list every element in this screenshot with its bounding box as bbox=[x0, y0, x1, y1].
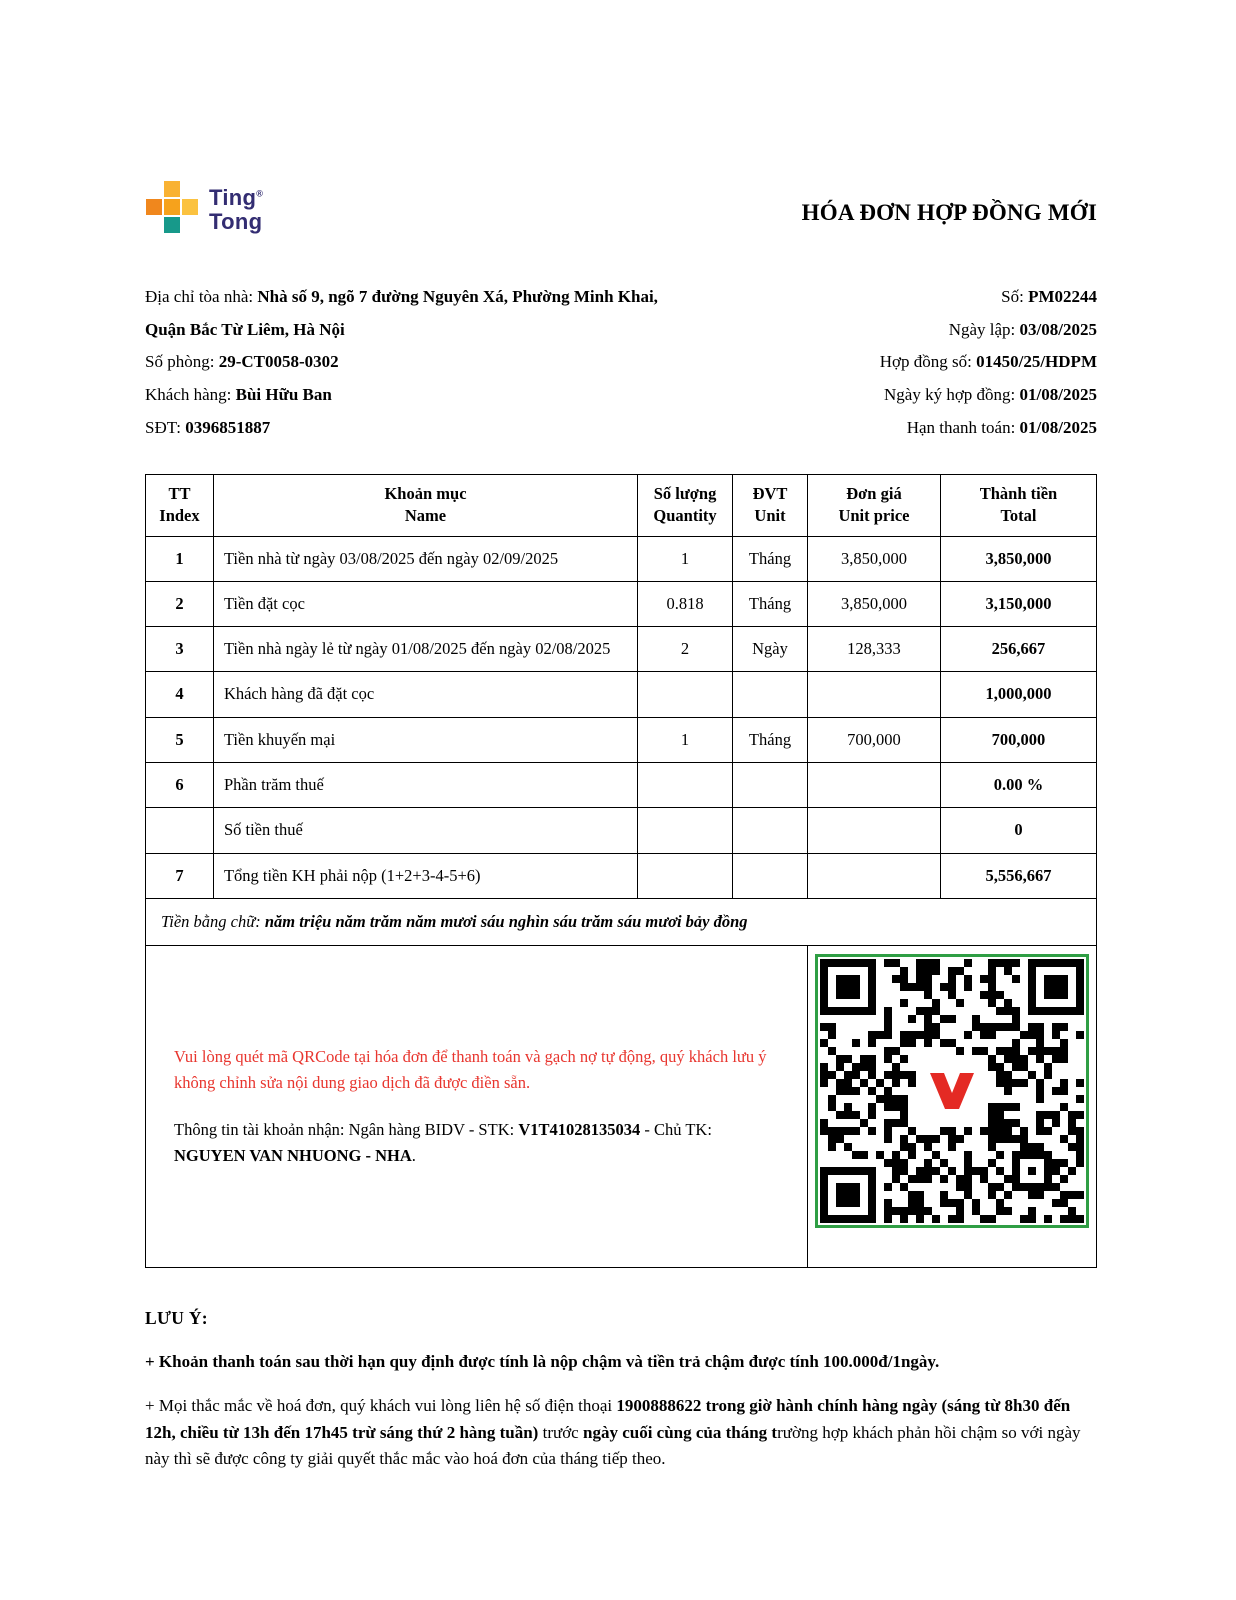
cell-total: 1,000,000 bbox=[940, 672, 1096, 717]
cell-unit bbox=[733, 762, 808, 807]
table-row bbox=[146, 627, 1097, 672]
table-row bbox=[146, 762, 1097, 807]
cell-total: 256,667 bbox=[940, 627, 1096, 672]
invoice-info bbox=[145, 281, 1097, 444]
late-payment-note: + Khoản thanh toán sau thời hạn quy định được tính là nộp chậm và tiền trả chậm được tính 100.000đ/1ngày. bbox=[145, 1352, 940, 1372]
invoice-meta bbox=[880, 281, 1097, 444]
cell-unit-price bbox=[807, 853, 940, 898]
cell-unit bbox=[733, 853, 808, 898]
bank-account-info: Thông tin tài khoản nhận: Ngân hàng BIDV - STK: V1T41028135034 - Chủ TK: NGUYEN VAN NHUONG - NHA. bbox=[174, 1119, 712, 1165]
cell-total: 5,556,667 bbox=[940, 853, 1096, 898]
col-header-quantity: Số lượng Quantity bbox=[638, 475, 733, 537]
support-note: + Mọi thắc mắc về hoá đơn, quý khách vui lòng liên hệ số điện thoại 1900888622 trong giờ hành chính hàng ngày (sáng từ 8h30 đến 12h, chiều từ 13h đến 17h45 trừ sáng thứ 2 hàng tuần) trước ngày cuối cùng của tháng trường hợp khách phản hồi chậm so với ngày này thì sẽ được công ty giải quyết thắc mắc vào hoá đơn của tháng tiếp theo. bbox=[145, 1396, 1081, 1469]
cell-name: Phần trăm thuế bbox=[213, 762, 637, 807]
cell-unit: Ngày bbox=[733, 627, 808, 672]
cell-name: Tiền nhà ngày lẻ từ ngày 01/08/2025 đến ngày 02/08/2025 bbox=[213, 627, 637, 672]
cell-unit-price: 128,333 bbox=[807, 627, 940, 672]
tingtong-logo bbox=[145, 180, 263, 239]
cell-name: Tiền nhà từ ngày 03/08/2025 đến ngày 02/09/2025 bbox=[213, 536, 637, 581]
contract-number: Hợp đồng số: 01450/25/HDPM bbox=[879, 352, 1097, 372]
cell-unit bbox=[733, 808, 808, 853]
amount-in-words-row bbox=[146, 898, 1097, 945]
customer-phone: SĐT: 0396851887 bbox=[145, 417, 271, 437]
cell-unit: Tháng bbox=[733, 717, 808, 762]
cell-name: Khách hàng đã đặt cọc bbox=[213, 672, 637, 717]
customer-name: Khách hàng: Bùi Hữu Ban bbox=[145, 384, 332, 404]
payment-instructions bbox=[146, 946, 808, 1268]
cell-index: 1 bbox=[146, 536, 214, 581]
issue-date: Ngày lập: 03/08/2025 bbox=[948, 319, 1097, 339]
cell-index: 4 bbox=[146, 672, 214, 717]
cell-unit-price bbox=[807, 672, 940, 717]
tingtong-logo-text: Ting® Tong bbox=[209, 185, 264, 234]
cell-quantity bbox=[638, 762, 733, 807]
cell-index: 3 bbox=[146, 627, 214, 672]
registered-mark: ® bbox=[256, 189, 264, 200]
cell-unit-price bbox=[807, 762, 940, 807]
cell-quantity: 1 bbox=[638, 536, 733, 581]
invoice-table bbox=[145, 474, 1097, 1268]
cell-name: Tiền khuyến mại bbox=[213, 717, 637, 762]
cell-index: 5 bbox=[146, 717, 214, 762]
cell-name: Số tiền thuế bbox=[213, 808, 637, 853]
cell-name: Tiền đặt cọc bbox=[213, 581, 637, 626]
cell-quantity bbox=[638, 808, 733, 853]
cell-total: 0 bbox=[940, 808, 1096, 853]
qr-notice-text: Vui lòng quét mã QRCode tại hóa đơn để thanh toán và gạch nợ tự động, quý khách lưu ý không chỉnh sửa nội dung giao dịch đã được điền sẵn. bbox=[174, 1046, 767, 1093]
customer-info bbox=[145, 281, 690, 444]
building-address: Địa chỉ tòa nhà: Nhà số 9, ngõ 7 đường Nguyên Xá, Phường Minh Khai, Quận Bắc Từ Liêm, Hà Nội bbox=[145, 287, 658, 339]
table-row bbox=[146, 717, 1097, 762]
cell-total: 0.00 % bbox=[940, 762, 1096, 807]
cell-index: 7 bbox=[146, 853, 214, 898]
cell-quantity: 2 bbox=[638, 627, 733, 672]
cell-total: 700,000 bbox=[940, 717, 1096, 762]
cell-name: Tổng tiền KH phải nộp (1+2+3-4-5+6) bbox=[213, 853, 637, 898]
table-row bbox=[146, 536, 1097, 581]
cell-unit-price: 700,000 bbox=[807, 717, 940, 762]
cell-index bbox=[146, 808, 214, 853]
col-header-total: Thành tiền Total bbox=[940, 475, 1096, 537]
cell-quantity: 0.818 bbox=[638, 581, 733, 626]
cell-unit: Tháng bbox=[733, 581, 808, 626]
cell-unit: Tháng bbox=[733, 536, 808, 581]
cell-index: 6 bbox=[146, 762, 214, 807]
table-header-row bbox=[146, 475, 1097, 537]
room-number: Số phòng: 29-CT0058-0302 bbox=[145, 352, 339, 372]
payment-due-date: Hạn thanh toán: 01/08/2025 bbox=[906, 417, 1097, 437]
invoice-number: Số: PM02244 bbox=[1001, 287, 1097, 306]
contract-sign-date: Ngày ký hợp đồng: 01/08/2025 bbox=[884, 384, 1097, 404]
cell-unit-price: 3,850,000 bbox=[807, 581, 940, 626]
cell-quantity bbox=[638, 853, 733, 898]
col-header-unit-price: Đơn giá Unit price bbox=[807, 475, 940, 537]
table-row bbox=[146, 808, 1097, 853]
table-row bbox=[146, 672, 1097, 717]
tingtong-logo-icon bbox=[145, 180, 199, 239]
cell-total: 3,150,000 bbox=[940, 581, 1096, 626]
footer-notes bbox=[145, 1308, 1097, 1472]
cell-unit bbox=[733, 672, 808, 717]
cell-quantity: 1 bbox=[638, 717, 733, 762]
table-row bbox=[146, 581, 1097, 626]
table-row bbox=[146, 853, 1097, 898]
amount-in-words: Tiền bằng chữ: năm triệu năm trăm năm mươi sáu nghìn sáu trăm sáu mươi bảy đồng bbox=[146, 898, 1097, 945]
cell-unit-price: 3,850,000 bbox=[807, 536, 940, 581]
col-header-index: TT Index bbox=[146, 475, 214, 537]
payment-row bbox=[146, 946, 1097, 1268]
cell-total: 3,850,000 bbox=[940, 536, 1096, 581]
cell-quantity bbox=[638, 672, 733, 717]
qr-code-cell bbox=[807, 946, 1096, 1268]
invoice-header bbox=[145, 180, 1097, 239]
cell-index: 2 bbox=[146, 581, 214, 626]
qr-code bbox=[815, 954, 1089, 1228]
col-header-unit: ĐVT Unit bbox=[733, 475, 808, 537]
page-title: HÓA ĐƠN HỢP ĐỒNG MỚI bbox=[801, 200, 1097, 225]
cell-unit-price bbox=[807, 808, 940, 853]
col-header-name: Khoản mục Name bbox=[213, 475, 637, 537]
notes-title: LƯU Ý: bbox=[145, 1308, 208, 1329]
